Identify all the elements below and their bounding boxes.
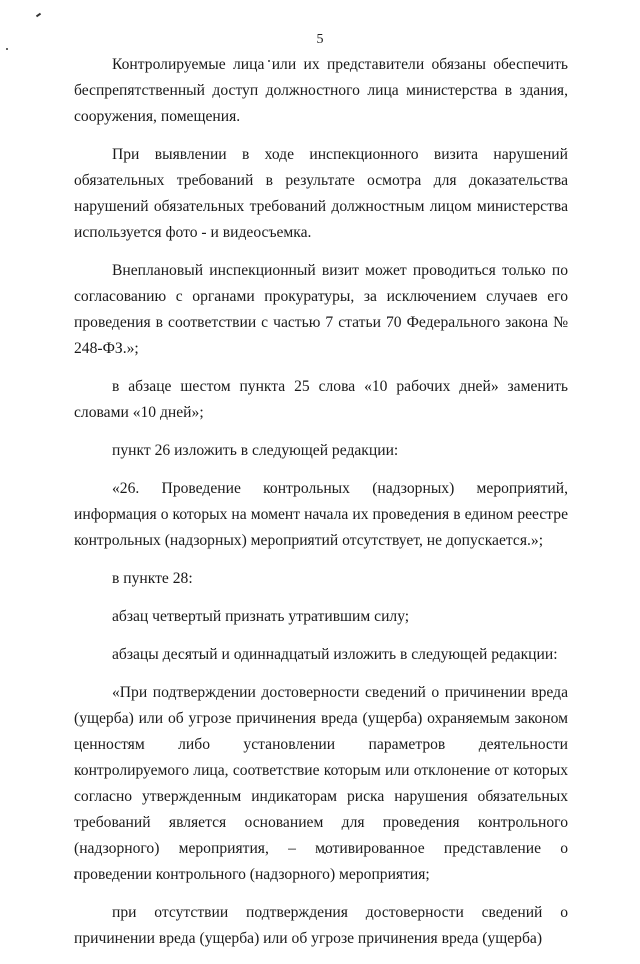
paragraph: Внеплановый инспекционный визит может проводиться только по согласованию с органами прокуратуры, за исключением случаев его проведения в соответствии с частью 7 статьи 70 Федерального закона № 248-ФЗ.»; — [74, 262, 568, 357]
paragraph: «При подтверждении достоверности сведений о причинении вреда (ущерба) или об угрозе причинения вреда (ущерба) охраняемым законом ценностям либо установлении параметров деятельности контролируемого лица, соответствие которым или отклонение от которых согласно утвержденным индикаторам риска нарушения обязательных требований является основанием для проведения контрольного (надзорного) мероприятия, – мотивированное представление о проведении контрольного (надзорного) мероприятия; — [74, 684, 568, 883]
paragraph: абзацы десятый и одиннадцатый изложить в следующей редакции: — [112, 646, 558, 663]
paragraph: при отсутствии подтверждения достоверности сведений о причинении вреда (ущерба) или об угрозе причинения вреда (ущерба) — [74, 904, 568, 947]
paragraph: При выявлении в ходе инспекционного визита нарушений обязательных требований в результате осмотра для доказательства нарушений обязательных требований должностным лицом министерства используется фото - и видеосъемка. — [74, 146, 568, 241]
page-number: 5 — [316, 32, 324, 47]
document-body — [74, 52, 568, 964]
paragraph: Контролируемые лица или их представители обязаны обеспечить беспрепятственный доступ должностного лица министерства в здания, сооружения, помещения. — [74, 56, 568, 125]
paragraph: пункт 26 изложить в следующей редакции: — [112, 442, 399, 459]
scan-mark — [36, 13, 41, 18]
paragraph: «26. Проведение контрольных (надзорных) мероприятий, информация о которых на момент начала их проведения в едином реестре контрольных (надзорных) мероприятий отсутствует, не допускается.»; — [74, 480, 568, 549]
paragraph: в абзаце шестом пункта 25 слова «10 рабочих дней» заменить словами «10 дней»; — [74, 378, 568, 421]
paragraph: абзац четвертый признать утратившим силу; — [112, 608, 410, 625]
paragraph: в пункте 28: — [112, 570, 193, 587]
scan-dot — [6, 48, 8, 50]
